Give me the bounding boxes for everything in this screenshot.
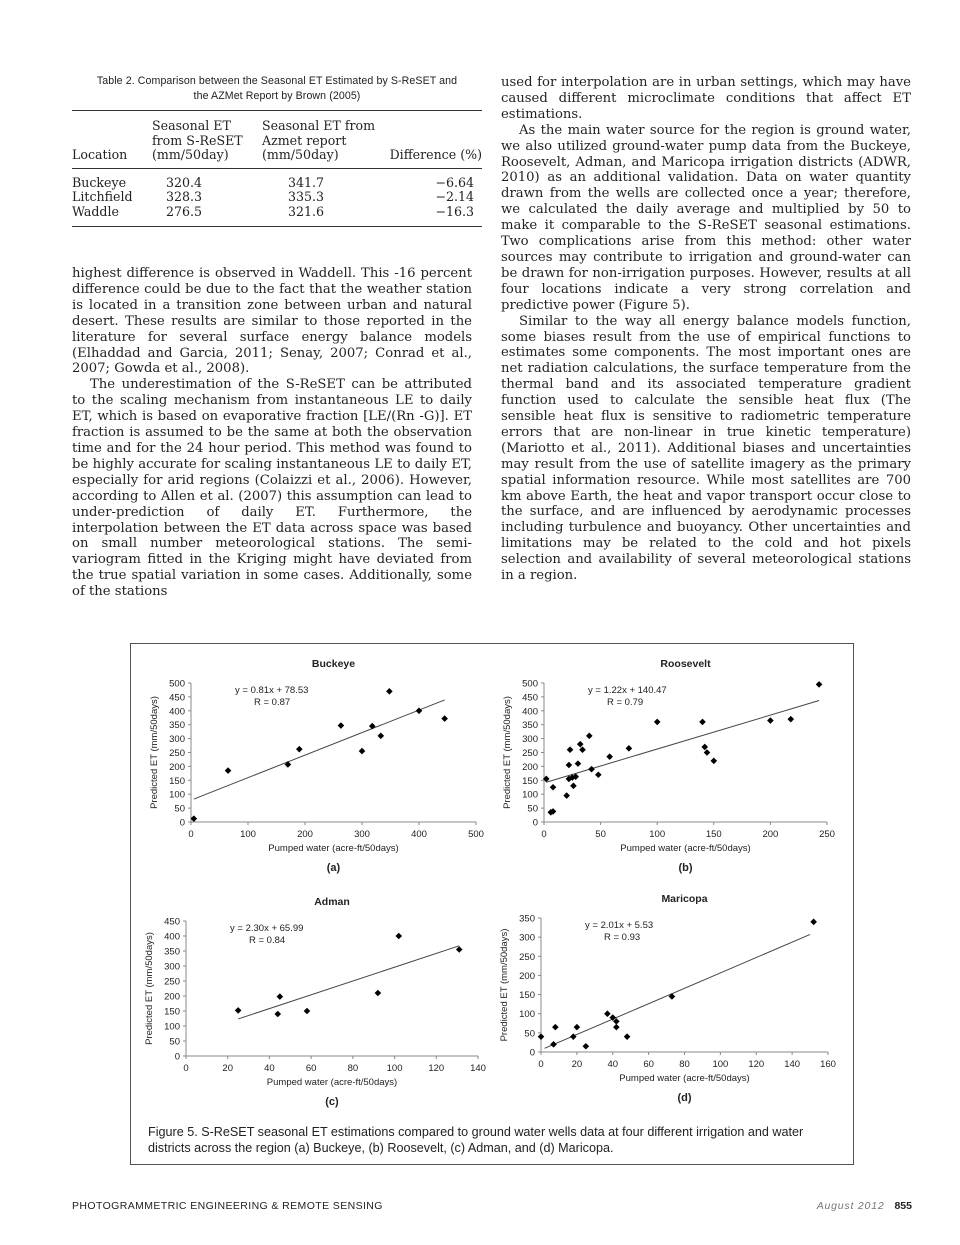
- data-point: [416, 708, 423, 715]
- header-azmet: [262, 119, 387, 163]
- y-tick-label: 300: [522, 734, 538, 746]
- paragraph: As the main water source for the region is ground water, we also utilized ground-water pump data from the Buckeye, Roosevelt, Adman, and Maricopa irrigation districts (ADWR, 2010) as an additional validation. Data on water quantity drawn from the wells are collected once a year; therefore, we calculated the daily average and multiplied by 50 to make it comparable to the S-ReSET seasonal estimations. Two complications arise from this method: other water sources may contribute to irrigation and ground-water can be drawn for non-irrigation purposes. However, results at all four locations indicate a very strong correlation and predictive power (Figure 5).: [501, 122, 911, 313]
- x-tick-label: 0: [183, 1063, 189, 1074]
- correlation-label-buckeye: R = 0.87: [254, 697, 291, 708]
- cell-location: Litchfield: [72, 189, 133, 204]
- y-tick-label: 0: [179, 817, 185, 829]
- x-tick-label: 150: [705, 829, 722, 840]
- header-difference: Difference (%): [389, 147, 482, 162]
- x-tick-label: 60: [643, 1059, 654, 1070]
- x-tick-label: 500: [468, 829, 484, 840]
- data-point: [767, 717, 774, 724]
- y-tick-label: 350: [169, 720, 185, 732]
- header-sreset-l2: from S-ReSET: [152, 132, 243, 148]
- cell-location: Buckeye: [72, 174, 127, 190]
- data-point: [563, 792, 570, 799]
- data-point: [386, 688, 393, 695]
- regression-equation-adman: y = 2.30x + 65.99: [230, 923, 304, 934]
- y-tick-label: 400: [169, 706, 185, 718]
- y-tick-label: 200: [522, 761, 538, 773]
- trend-line-buckeye: [194, 700, 445, 799]
- y-tick-label: 150: [519, 990, 535, 1002]
- data-point: [285, 761, 292, 768]
- data-point: [583, 1043, 590, 1050]
- y-tick-label: 300: [164, 961, 180, 973]
- y-tick-label: 100: [164, 1021, 180, 1033]
- y-tick-label: 50: [174, 803, 185, 815]
- table-row: [72, 205, 482, 220]
- x-tick-label: 140: [470, 1063, 486, 1074]
- panel-label-buckeye: (a): [326, 862, 341, 874]
- header-azmet-l3: (mm/50day): [262, 147, 339, 162]
- figure-caption: Figure 5. S-ReSET seasonal ET estimations compared to ground water wells data at four different irrigation and water districts across the region (a) Buckeye, (b) Roosevelt, (c) Adman, and (d) Maricopa.: [148, 1125, 804, 1155]
- header-sreset-l3: (mm/50day): [152, 147, 229, 162]
- header-azmet-l1: Seasonal ET from: [262, 118, 376, 133]
- y-tick-label: 0: [174, 1051, 180, 1063]
- y-tick-label: 100: [169, 789, 185, 801]
- data-point: [816, 681, 823, 688]
- y-axis-label-roosevelt: Predicted ET (mm/50days): [502, 696, 513, 809]
- x-tick-label: 20: [222, 1063, 234, 1074]
- y-tick-label: 250: [519, 951, 535, 963]
- data-point: [456, 946, 463, 953]
- data-point: [604, 1010, 611, 1017]
- y-tick-label: 50: [524, 1028, 535, 1040]
- et-table: [72, 119, 482, 219]
- data-point: [277, 993, 284, 1000]
- data-point: [225, 767, 232, 774]
- correlation-label-adman: R = 0.84: [249, 935, 286, 946]
- data-point: [550, 784, 557, 791]
- y-tick-label: 350: [164, 946, 180, 958]
- y-tick-label: 300: [519, 932, 535, 944]
- y-tick-label: 400: [164, 931, 180, 943]
- data-point: [787, 716, 794, 723]
- y-tick-label: 200: [164, 991, 180, 1003]
- data-point: [810, 919, 817, 926]
- cell-difference: −16.3: [435, 203, 474, 219]
- table-caption-line-2: the AZMet Report by Brown (2005): [193, 90, 361, 102]
- data-point: [606, 753, 613, 760]
- x-tick-label: 100: [649, 829, 666, 840]
- y-tick-label: 350: [522, 720, 538, 732]
- x-tick-label: 0: [541, 829, 547, 840]
- x-tick-label: 100: [712, 1059, 729, 1070]
- data-point: [570, 1033, 577, 1040]
- y-tick-label: 0: [532, 817, 538, 829]
- x-tick-label: 80: [347, 1063, 359, 1074]
- regression-equation-maricopa: y = 2.01x + 5.53: [585, 920, 654, 931]
- table-caption-line-1: Table 2. Comparison between the Seasonal ET Estimated by S-ReSET and: [96, 75, 458, 87]
- data-point: [359, 748, 366, 755]
- data-point: [375, 990, 382, 997]
- data-point: [441, 715, 448, 722]
- x-tick-label: 100: [240, 829, 256, 840]
- paragraph: used for interpolation are in urban settings, which may have caused different microclimate conditions that affect ET estimations.: [501, 75, 911, 122]
- y-tick-label: 0: [529, 1047, 535, 1059]
- y-tick-label: 200: [169, 761, 185, 773]
- cell-location: Waddle: [72, 203, 119, 219]
- table-row: [72, 176, 482, 191]
- x-tick-label: 0: [188, 829, 194, 840]
- data-point: [274, 1011, 281, 1018]
- data-point: [586, 733, 593, 740]
- data-point: [567, 746, 574, 753]
- data-point: [304, 1008, 311, 1015]
- y-tick-label: 250: [169, 748, 185, 759]
- x-tick-label: 100: [386, 1063, 403, 1074]
- header-sreset-l1: Seasonal ET: [152, 118, 231, 133]
- left-column-text: [72, 266, 472, 600]
- table-top-rule: [72, 110, 482, 111]
- data-point: [369, 723, 376, 730]
- y-tick-label: 100: [519, 1009, 535, 1021]
- x-tick-label: 160: [820, 1059, 836, 1070]
- trend-line-adman: [238, 946, 459, 1019]
- x-tick-label: 400: [411, 829, 427, 840]
- y-tick-label: 350: [519, 913, 535, 925]
- paragraph: highest difference is observed in Waddell. This -16 percent difference could be due to the fact that the weather station is located in a transition zone between urban and natural desert. These results are similar to those reported in the literature for several surface energy balance models (Elhaddad and Garcia, 2011; Senay, 2007; Conrad et al., 2007; Gowda et al., 2008).: [72, 266, 472, 377]
- y-tick-label: 200: [519, 970, 535, 982]
- page-number: 855: [894, 1200, 912, 1212]
- data-point: [538, 1033, 545, 1040]
- chart-title-buckeye: Buckeye: [311, 658, 356, 670]
- cell-sreset: 276.5: [166, 203, 203, 219]
- y-tick-label: 450: [169, 692, 185, 704]
- cell-azmet: 321.6: [288, 203, 325, 219]
- data-point: [395, 933, 402, 940]
- x-tick-label: 40: [264, 1063, 275, 1074]
- paragraph: Similar to the way all energy balance models function, some biases result from the use of empirical functions to estimates some components. The most important ones are net radiation calculations, the surface temperature from the thermal band and its associated temperature gradient function used to calculate the sensible heat flux (The sensible heat flux is sensitive to radiometric temperature errors that are non-linear in true kinetic temperature) (Mariotto et al., 2011). Additional biases and uncertainties may result from the use of satellite imagery as the primary spatial information resource. While most satellites are 700 km above Earth, the heat and vapor transport occur close to the surface, and are influenced by aerodynamic processes including turbulence and buoyancy. Other uncertainties and limitations may be related to the cold and hot pixels selection and availability of several meteorological stations in a region.: [501, 313, 911, 584]
- y-tick-label: 50: [527, 803, 538, 815]
- data-point: [711, 758, 718, 765]
- correlation-label-roosevelt: R = 0.79: [607, 697, 644, 708]
- cell-azmet: 341.7: [288, 174, 325, 190]
- chart-title-adman: Adman: [314, 896, 350, 908]
- data-point: [613, 1024, 620, 1031]
- table-row: [72, 190, 482, 205]
- data-point: [595, 771, 602, 778]
- y-tick-label: 500: [522, 678, 538, 690]
- y-tick-label: 450: [522, 692, 538, 704]
- y-tick-label: 150: [522, 775, 538, 787]
- data-point: [574, 1024, 581, 1031]
- x-tick-label: 50: [595, 829, 606, 840]
- right-column-text: [501, 75, 911, 584]
- y-tick-label: 100: [522, 789, 538, 801]
- cell-azmet: 335.3: [288, 189, 325, 204]
- cell-sreset: 328.3: [166, 189, 203, 204]
- issue-month: August 2012: [816, 1200, 885, 1212]
- y-axis-label-buckeye: Predicted ET (mm/50days): [149, 696, 160, 809]
- data-point: [575, 760, 582, 767]
- y-axis-label-maricopa: Predicted ET (mm/50days): [499, 928, 510, 1042]
- x-axis-label-roosevelt: Pumped water (acre-ft/50days): [620, 843, 751, 854]
- x-tick-label: 140: [784, 1059, 801, 1070]
- header-azmet-l2: Azmet report: [262, 132, 347, 148]
- figure-5-charts: [131, 644, 853, 1119]
- x-tick-label: 300: [354, 829, 370, 840]
- y-tick-label: 400: [522, 706, 538, 718]
- x-tick-label: 250: [819, 829, 835, 840]
- panel-label-adman: (c): [325, 1096, 339, 1108]
- x-tick-label: 200: [297, 829, 313, 840]
- data-point: [296, 746, 303, 753]
- x-tick-label: 60: [305, 1063, 317, 1074]
- data-point: [235, 1007, 242, 1014]
- data-point: [550, 1041, 557, 1048]
- x-axis-label-maricopa: Pumped water (acre-ft/50days): [619, 1073, 750, 1084]
- data-point: [654, 719, 661, 726]
- page-footer-right: [817, 1200, 912, 1212]
- cell-difference: −2.14: [435, 189, 474, 204]
- panel-label-roosevelt: (b): [678, 862, 693, 874]
- x-tick-label: 120: [428, 1063, 445, 1074]
- data-point: [570, 783, 577, 790]
- x-axis-label-adman: Pumped water (acre-ft/50days): [266, 1077, 398, 1088]
- y-axis-label-adman: Predicted ET (mm/50days): [144, 932, 155, 1045]
- y-tick-label: 50: [169, 1036, 180, 1048]
- x-tick-label: 120: [748, 1059, 765, 1070]
- paragraph: The underestimation of the S-ReSET can be attributed to the scaling mechanism from instantaneous LE to daily ET, which is based on evaporative fraction [LE/(Rn -G)]. ET fraction is assumed to be the same at both the observation time and for the 24 hour period. This method was found to be highly accurate for scaling instantaneous LE to daily ET, especially for arid regions (Colaizzi et al., 2006). However, according to Allen et al. (2007) this assumption can lead to under-prediction of daily ET. Furthermore, the interpolation between the ET data across space was based on small number meteorological stations. The semi-variogram fitted in the Kriging might have deviated from the true spatial variation in some cases. Additionally, some of the stations: [72, 377, 472, 600]
- data-point: [624, 1033, 631, 1040]
- figure-5: [130, 643, 854, 1165]
- table-bottom-rule: [72, 226, 482, 227]
- header-sreset: [152, 119, 262, 163]
- header-location: Location: [72, 147, 128, 162]
- data-point: [191, 815, 198, 822]
- panel-label-maricopa: (d): [677, 1092, 692, 1104]
- data-point: [699, 719, 706, 726]
- y-tick-label: 150: [164, 1006, 180, 1018]
- data-point: [552, 1024, 559, 1031]
- x-axis-label-buckeye: Pumped water (acre-ft/50days): [268, 843, 399, 854]
- y-tick-label: 250: [522, 748, 538, 759]
- y-tick-label: 300: [169, 734, 185, 746]
- cell-sreset: 320.4: [166, 174, 203, 190]
- regression-equation-roosevelt: y = 1.22x + 140.47: [588, 685, 667, 696]
- trend-line-maricopa: [545, 934, 810, 1048]
- data-point: [566, 762, 573, 769]
- data-point: [338, 722, 345, 729]
- y-tick-label: 150: [169, 775, 185, 787]
- x-tick-label: 80: [679, 1059, 690, 1070]
- journal-name: PHOTOGRAMMETRIC ENGINEERING & REMOTE SENSING: [72, 1200, 383, 1212]
- data-point: [626, 745, 633, 752]
- regression-equation-buckeye: y = 0.81x + 78.53: [235, 685, 309, 696]
- x-tick-label: 20: [571, 1059, 583, 1070]
- correlation-label-maricopa: R = 0.93: [604, 932, 641, 943]
- x-tick-label: 0: [538, 1059, 544, 1070]
- data-point: [378, 733, 385, 740]
- y-tick-label: 250: [164, 976, 180, 988]
- data-point: [588, 766, 595, 773]
- y-tick-label: 450: [164, 916, 180, 928]
- table-2: [72, 74, 482, 227]
- x-tick-label: 200: [762, 829, 779, 840]
- cell-difference: −6.64: [435, 174, 474, 190]
- trend-line-roosevelt: [546, 701, 819, 783]
- x-tick-label: 40: [607, 1059, 619, 1070]
- chart-title-roosevelt: Roosevelt: [660, 658, 711, 670]
- chart-title-maricopa: Maricopa: [661, 893, 708, 905]
- y-tick-label: 500: [169, 678, 185, 690]
